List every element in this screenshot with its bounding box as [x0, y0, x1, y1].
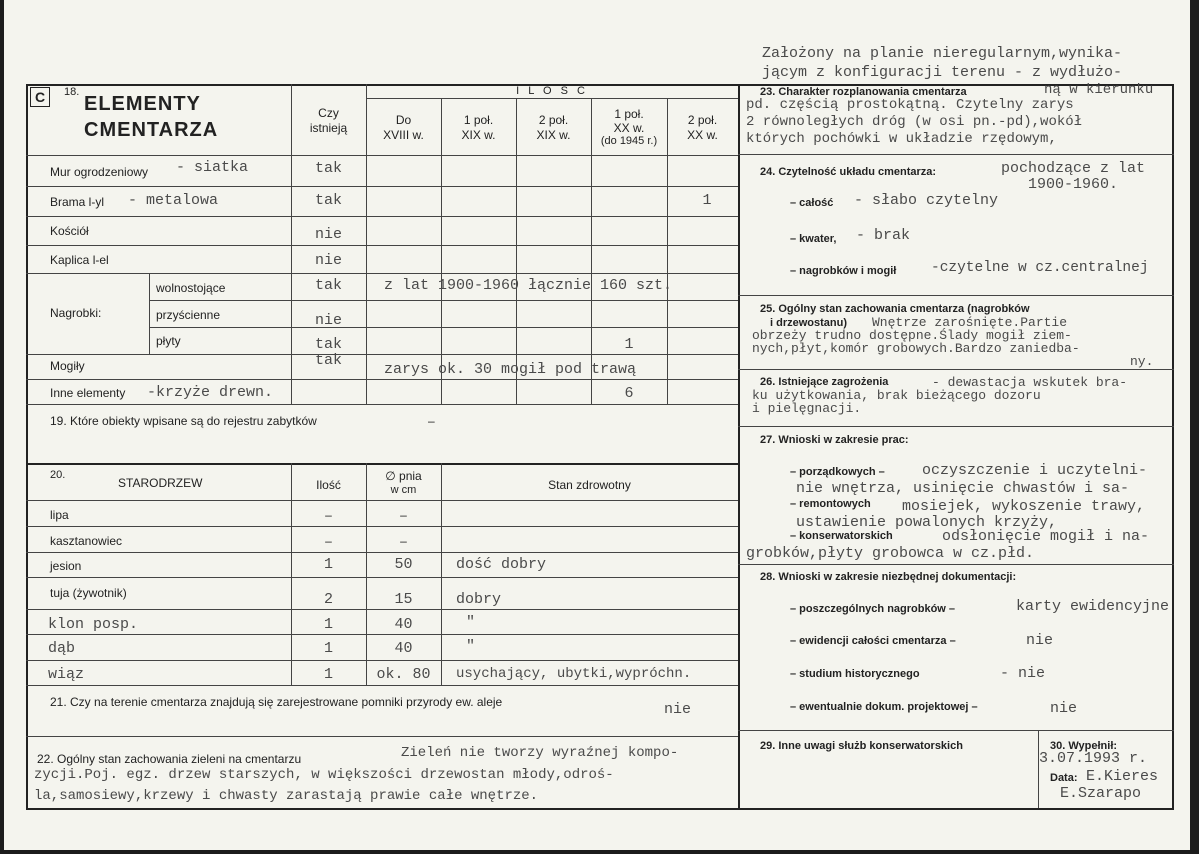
sec-22-top: [26, 736, 738, 737]
section-25-label2: i drzewostanu): [770, 317, 848, 329]
col-2-l2: XIX w.: [461, 128, 496, 142]
tree-dab-count: 1: [323, 640, 333, 657]
section-30-data-label: Data:: [1050, 772, 1078, 784]
col-exists-label-2: istnieją: [309, 121, 348, 135]
tree-dab-name: dąb: [48, 640, 76, 657]
tree-jesion-count: 1: [323, 556, 333, 573]
col-3-l2: XIX w.: [536, 128, 571, 142]
quantity-header-line: [366, 98, 738, 99]
row-inne-label: Inne elementy: [50, 386, 126, 400]
section-27-rem-label: – remontowych: [790, 498, 871, 510]
sec-30-left: [1038, 730, 1039, 808]
col-tree-diam-1: ∅ pnia: [385, 469, 422, 483]
tree-jesion-diam: 50: [394, 556, 413, 573]
col-1-l1: Do: [395, 113, 412, 127]
section-23-line3: 2 równoległych dróg (w osi pn.-pd),wokół: [746, 114, 1083, 130]
tree-row-line-3: [26, 577, 738, 578]
section-18-title-2: CMENTARZA: [84, 119, 219, 141]
col-tree-diam-2: w cm: [390, 484, 417, 496]
row-brama-count: 1: [702, 192, 712, 209]
section-25-line1: Wnętrze zarośnięte.Partie: [872, 315, 1068, 330]
sec-20-top: [26, 463, 738, 465]
sec-27-top: [738, 426, 1174, 427]
row-line-4: [26, 273, 738, 274]
section-27-rem-line1: mosiejek, wykoszenie trawy,: [902, 498, 1146, 515]
row-line-6: [149, 327, 738, 328]
col-4-l1: 1 poł.: [614, 107, 644, 121]
row-line-7: [26, 354, 738, 355]
row-line-1: [26, 186, 738, 187]
section-26-line2: ku użytkowania, brak bieżącego dozoru: [752, 388, 1041, 403]
row-line-0: [26, 155, 738, 156]
tree-wiaz-diam: ok. 80: [376, 666, 431, 683]
tree-wiaz-health: usychający, ubytki,wypróchn.: [456, 666, 692, 682]
nagrobki-split-line: [149, 273, 150, 354]
section-30-date: 3.07.1993 r.: [1039, 750, 1148, 767]
section-26-label: 26. Istniejące zagrożenia: [760, 376, 889, 388]
section-23-line4: których pochówki w układzie rzędowym,: [746, 131, 1057, 147]
tree-col-line-3: [441, 463, 442, 685]
section-24-kwater-label: – kwater,: [790, 233, 837, 245]
section-27-porz-line2: nie wnętrza, usinięcie chwastów i sa-: [796, 480, 1130, 497]
section-28-item1-value: karty ewidencyjne: [1016, 598, 1170, 615]
tree-tuja-name: tuja (żywotnik): [50, 586, 127, 600]
row-kosciol-label: Kościół: [50, 224, 89, 238]
section-24-nagrob-label: – nagrobków i mogił: [790, 265, 897, 277]
tree-row-line-5: [26, 634, 738, 635]
tree-kasztan-name: kasztanowiec: [50, 534, 123, 548]
sec-24-top: [738, 154, 1174, 155]
col-line-2: [441, 98, 442, 404]
section-25-line4: ny.: [1130, 354, 1154, 369]
row-line-9: [26, 404, 738, 405]
row-mur-typed: - siatka: [176, 159, 249, 176]
row-nagrobki-label: Nagrobki:: [50, 306, 102, 320]
section-22-line3: la,samosiewy,krzewy i chwasty zarastają prawie całe wnętrze.: [34, 788, 539, 804]
col-tree-health: Stan zdrowotny: [548, 478, 631, 492]
col-4-l2: XX w.: [613, 121, 645, 135]
header-typed-line1: Założony na planie nieregularnym,wynika-: [762, 45, 1123, 62]
tree-wiaz-count: 1: [323, 666, 333, 683]
section-27-label: 27. Wnioski w zakresie prac:: [760, 434, 909, 446]
row-inne-typed: -krzyże drewn.: [147, 384, 274, 401]
section-27-kons-label: – konserwatorskich: [790, 530, 893, 542]
row-brama-exists: tak: [314, 192, 342, 209]
row-brama-label: Brama l-yl: [50, 195, 105, 209]
sec-28-top: [738, 564, 1174, 565]
tree-row-line-4: [26, 609, 738, 610]
row-przy-label: przyścienne: [156, 308, 221, 322]
row-wolno-label: wolnostojące: [156, 281, 226, 295]
section-c-box: C: [30, 87, 50, 107]
section-27-porz-line1: oczyszczenie i uczytelni-: [922, 462, 1148, 479]
row-wolno-note: z lat 1900-1960 łącznie 160 szt.: [384, 277, 673, 294]
section-18-number: 18.: [64, 86, 80, 98]
section-30-label: 30. Wypełnił:: [1050, 740, 1118, 752]
col-5-l1: 2 poł.: [687, 113, 718, 127]
tree-row-line-6: [26, 660, 738, 661]
header-typed-line2: jącym z konfiguracji terenu - z wydłużo-: [762, 64, 1123, 81]
row-mur-label: Mur ogrodzeniowy: [50, 165, 149, 179]
section-27-kons-line2: grobków,płyty grobowca w cz.płd.: [746, 545, 1035, 562]
section-27-kons-line1: odsłonięcie mogił i na-: [942, 528, 1150, 545]
tree-tuja-health: dobry: [456, 591, 502, 608]
section-18-title-1: ELEMENTY: [84, 93, 201, 115]
tree-lipa-count: –: [325, 508, 332, 522]
section-24-nagrob-value: -czytelne w cz.centralnej: [931, 260, 1149, 276]
tree-tuja-diam: 15: [394, 591, 413, 608]
row-przy-exists: nie: [314, 312, 342, 329]
row-mogily-note: zarys ok. 30 mogił pod trawą: [384, 361, 637, 378]
sec-26-top: [738, 369, 1174, 370]
section-25-line2: obrzeży trudno dostępne.Ślady mogił ziem-: [752, 328, 1072, 343]
section-30-name1: E.Kieres: [1086, 768, 1159, 785]
registration-card: [4, 0, 1190, 850]
row-line-2: [26, 216, 738, 217]
row-kosciol-exists: nie: [314, 226, 342, 243]
frame-right: [1172, 84, 1174, 810]
frame-bottom: [26, 808, 1174, 810]
tree-jesion-health: dość dobry: [456, 556, 547, 573]
section-20-title: STARODRZEW: [118, 476, 203, 490]
section-21-label: 21. Czy na terenie cmentarza znajdują się zarejestrowane pomniki przyrody ew. aleje: [50, 695, 503, 709]
row-kaplica-label: Kaplica l-el: [50, 253, 109, 267]
frame-left: [26, 84, 28, 810]
section-20-number: 20.: [50, 469, 66, 481]
row-plyty-count: 1: [624, 336, 634, 353]
section-29-label: 29. Inne uwagi służb konserwatorskich: [760, 740, 963, 752]
row-plyty-label: płyty: [156, 334, 181, 348]
tree-dab-diam: 40: [394, 640, 413, 657]
row-plyty-exists: tak: [314, 336, 342, 353]
row-inne-count: 6: [624, 385, 634, 402]
tree-kasztan-count: –: [325, 534, 332, 548]
section-27-porz-label: – porządkowych –: [790, 466, 885, 478]
sec-25-top: [738, 295, 1174, 296]
section-26-line3: i pielęgnacji.: [752, 401, 862, 416]
tree-wiaz-name: wiąz: [48, 666, 85, 683]
section-28-item4-value: nie: [1050, 700, 1078, 717]
section-24-calosc-value: - słabo czytelny: [854, 192, 999, 209]
section-25-line3: nych,płyt,komór grobowych.Bardzo zaniedba-: [752, 341, 1080, 356]
section-24-kwater-value: - brak: [856, 227, 911, 244]
tree-tuja-count: 2: [323, 591, 333, 608]
col-5-l2: XX w.: [687, 128, 718, 142]
section-28-label: 28. Wnioski w zakresie niezbędnej dokumentacji:: [760, 571, 1017, 583]
section-23-line1: ną w kierunku: [1044, 82, 1154, 98]
row-kaplica-exists: nie: [314, 252, 342, 269]
col-2-l1: 1 poł.: [463, 113, 494, 127]
col-quantity-label: I L O Ś Ć: [516, 85, 588, 97]
tree-klon-health: ": [466, 614, 476, 631]
col-exists-label-1: Czy: [318, 106, 339, 120]
section-30-name2: E.Szarapo: [1060, 785, 1142, 802]
section-28-item2-value: nie: [1026, 632, 1054, 649]
section-24-value2: 1900-1960.: [1028, 176, 1119, 193]
tree-klon-diam: 40: [394, 616, 413, 633]
section-26-line1: - dewastacja wskutek bra-: [932, 375, 1128, 390]
section-24-calosc-label: – całość: [790, 197, 834, 209]
section-24-label: 24. Czytelność układu cmentarza:: [760, 166, 937, 178]
tree-row-line-0: [26, 500, 738, 501]
col-1-l2: XVIII w.: [383, 128, 424, 142]
tree-row-line-2: [26, 552, 738, 553]
section-21-value: nie: [664, 701, 692, 718]
row-line-3: [26, 245, 738, 246]
section-28-item2-label: – ewidencji całości cmentarza –: [790, 635, 956, 647]
section-28-item3-label: – studium historycznego: [790, 668, 920, 680]
row-mogily-exists: tak: [314, 352, 342, 369]
col-4-l3: (do 1945 r.): [600, 135, 658, 147]
section-23-label: 23. Charakter rozplanowania cmentarza: [760, 86, 967, 98]
row-line-5: [149, 300, 738, 301]
section-22-line2: zycji.Poj. egz. drzew starszych, w większości drzewostan młody,odroś-: [34, 767, 614, 783]
tree-klon-name: klon posp.: [48, 616, 139, 633]
section-23-line2: pd. częścią prostokątną. Czytelny zarys: [746, 97, 1074, 113]
tree-kasztan-diam: –: [400, 534, 407, 548]
tree-lipa-diam: –: [400, 508, 407, 522]
row-mur-exists: tak: [314, 160, 342, 177]
section-22-line1: Zieleń nie tworzy wyraźnej kompo-: [401, 745, 679, 761]
row-mogily-label: Mogiły: [50, 359, 85, 373]
col-line-3: [516, 98, 517, 404]
tree-row-line-7: [26, 685, 738, 686]
section-24-value1: pochodzące z lat: [1001, 160, 1146, 177]
sec-29-top: [738, 730, 1174, 731]
tree-row-line-1: [26, 526, 738, 527]
tree-klon-count: 1: [323, 616, 333, 633]
col-3-l1: 2 poł.: [538, 113, 569, 127]
tree-jesion-name: jesion: [50, 559, 82, 573]
row-brama-typed: - metalowa: [128, 192, 219, 209]
row-wolno-exists: tak: [314, 277, 342, 294]
section-27-rem-line2: ustawienie powalonych krzyży,: [796, 514, 1058, 531]
tree-lipa-name: lipa: [50, 508, 69, 522]
section-25-label1: 25. Ogólny stan zachowania cmentarza (nagrobków: [760, 303, 1030, 315]
section-22-label: 22. Ogólny stan zachowania zieleni na cmentarzu: [37, 752, 302, 766]
tree-dab-health: ": [466, 638, 476, 655]
col-tree-count: Ilość: [316, 478, 341, 492]
row-line-8: [26, 379, 738, 380]
section-19-label: 19. Które obiekty wpisane są do rejestru zabytków: [50, 414, 317, 428]
col-line-5: [667, 98, 668, 404]
section-28-item1-label: – poszczególnych nagrobków –: [790, 603, 956, 615]
section-19-value: –: [428, 414, 435, 428]
section-28-item4-label: – ewentualnie dokum. projektowej –: [790, 701, 978, 713]
section-28-item3-value: - nie: [1000, 665, 1046, 682]
